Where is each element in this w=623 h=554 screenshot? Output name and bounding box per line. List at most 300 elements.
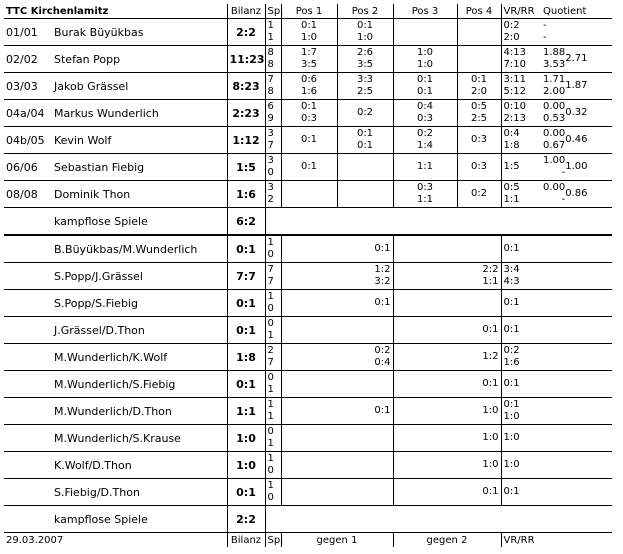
value-text: 1:0 bbox=[503, 432, 520, 443]
value-text: 1:8 bbox=[236, 350, 256, 364]
value-text: 0:1 bbox=[482, 486, 499, 497]
header-pos4 bbox=[457, 4, 501, 19]
doubles-gegen2 bbox=[393, 235, 501, 263]
player-pos4 bbox=[457, 19, 501, 46]
player-pos1 bbox=[281, 154, 337, 181]
value-text: 0:1 bbox=[300, 161, 318, 172]
value-text: 8:23 bbox=[232, 79, 260, 93]
value-text: M.Wunderlich/D.Thon bbox=[54, 404, 172, 418]
value-text: 8 bbox=[267, 86, 274, 97]
value-text: 1:0 bbox=[482, 405, 499, 416]
doubles-row bbox=[4, 452, 612, 479]
value-text: Pos 4 bbox=[465, 5, 493, 17]
value-text: VR/RR bbox=[503, 5, 535, 17]
player-pos3 bbox=[393, 181, 457, 208]
value-text: Sp. bbox=[267, 534, 284, 546]
value-text: 0:1 bbox=[236, 296, 256, 310]
value-text: 0.00 bbox=[543, 182, 566, 193]
doubles-gegen2 bbox=[393, 425, 501, 452]
value-text: 0:1 bbox=[236, 377, 256, 391]
empty bbox=[541, 317, 612, 344]
doubles-bilanz bbox=[227, 235, 265, 263]
player-pos2 bbox=[337, 100, 393, 127]
value-text: 1:0 bbox=[300, 32, 318, 43]
value-text: 1:5 bbox=[503, 161, 520, 172]
value-text: 0:1 bbox=[236, 242, 256, 256]
player-bilanz bbox=[227, 19, 265, 46]
doubles-bilanz bbox=[227, 452, 265, 479]
player-quotient bbox=[541, 73, 612, 100]
player-quotient bbox=[541, 127, 612, 154]
header-bilanz bbox=[227, 4, 265, 19]
empty bbox=[4, 479, 52, 506]
doubles-sp bbox=[265, 317, 281, 344]
value-text: 4:3 bbox=[503, 276, 520, 287]
value-text: M.Wunderlich/S.Krause bbox=[54, 431, 181, 445]
value-text: 0:1 bbox=[416, 74, 434, 85]
doubles-row bbox=[4, 290, 612, 317]
value-text: 7 bbox=[267, 276, 274, 287]
value-text: Sebastian Fiebig bbox=[54, 160, 145, 174]
value-text: 2:0 bbox=[470, 86, 488, 97]
doubles-vrrr bbox=[501, 452, 541, 479]
player-position bbox=[4, 154, 52, 181]
player-name bbox=[52, 127, 227, 154]
value-text: 0.67 bbox=[543, 140, 566, 151]
doubles-vrrr bbox=[501, 479, 541, 506]
doubles-vrrr bbox=[501, 398, 541, 425]
value-text: 08/08 bbox=[6, 187, 38, 201]
value-text: 0.32 bbox=[565, 107, 588, 118]
doubles-vrrr bbox=[501, 344, 541, 371]
value-text: 3:4 bbox=[503, 264, 520, 275]
player-pos2 bbox=[337, 73, 393, 100]
player-position bbox=[4, 127, 52, 154]
empty bbox=[541, 398, 612, 425]
value-text: 0:4 bbox=[503, 128, 520, 139]
value-text: 04a/04 bbox=[6, 106, 45, 120]
value-text: kampflose Spiele bbox=[54, 214, 148, 228]
value-text: 01/01 bbox=[6, 25, 38, 39]
value-text: 8 bbox=[267, 59, 274, 70]
value-text: 0:2 bbox=[416, 128, 434, 139]
doubles-sp bbox=[265, 371, 281, 398]
doubles-row bbox=[4, 344, 612, 371]
player-pos4 bbox=[457, 154, 501, 181]
player-row bbox=[4, 73, 612, 100]
doubles-sp bbox=[265, 263, 281, 290]
value-text: 04b/05 bbox=[6, 133, 45, 147]
player-position bbox=[4, 19, 52, 46]
player-name bbox=[52, 181, 227, 208]
value-text: 1:0 bbox=[236, 431, 256, 445]
value-text: 1:1 bbox=[482, 276, 499, 287]
player-name bbox=[52, 19, 227, 46]
value-text: 0 bbox=[267, 167, 274, 178]
doubles-gegen1 bbox=[281, 317, 393, 344]
player-sp bbox=[265, 46, 281, 73]
value-text: 1:12 bbox=[232, 133, 260, 147]
player-pos1 bbox=[281, 100, 337, 127]
doubles-vrrr bbox=[501, 263, 541, 290]
empty bbox=[541, 425, 612, 452]
value-text: 1:1 bbox=[416, 161, 434, 172]
value-text: 0.86 bbox=[565, 188, 588, 199]
value-text: 1.87 bbox=[565, 80, 588, 91]
player-position bbox=[4, 73, 52, 100]
value-text: 7 bbox=[267, 264, 274, 275]
doubles-vrrr bbox=[501, 317, 541, 344]
player-vrrr bbox=[501, 127, 541, 154]
header-pos2 bbox=[337, 4, 393, 19]
doubles-bilanz bbox=[227, 263, 265, 290]
value-text: 0:2 bbox=[356, 107, 374, 118]
value-text: 1.00 bbox=[565, 161, 588, 172]
value-text: 3.53 bbox=[543, 59, 566, 70]
value-text: 2:2 bbox=[236, 512, 256, 526]
value-text: 7:7 bbox=[236, 269, 256, 283]
doubles-gegen1 bbox=[281, 235, 393, 263]
value-text: 0:1 bbox=[503, 243, 520, 254]
empty bbox=[541, 479, 612, 506]
value-text: 0:1 bbox=[236, 323, 256, 337]
empty bbox=[265, 208, 612, 236]
player-pos3 bbox=[393, 46, 457, 73]
player-pos3 bbox=[393, 19, 457, 46]
value-text: Jakob Grässel bbox=[54, 79, 129, 93]
empty bbox=[541, 290, 612, 317]
value-text: 1:8 bbox=[503, 140, 520, 151]
doubles-gegen2 bbox=[393, 479, 501, 506]
value-text: 0 bbox=[267, 465, 274, 476]
player-row bbox=[4, 100, 612, 127]
empty bbox=[4, 452, 52, 479]
doubles-gegen1 bbox=[281, 425, 393, 452]
value-text: 2 bbox=[267, 194, 274, 205]
doubles-sp bbox=[265, 452, 281, 479]
doubles-gegen1 bbox=[281, 263, 393, 290]
value-text: 1:6 bbox=[236, 187, 256, 201]
doubles-name bbox=[52, 452, 227, 479]
value-text: 1 bbox=[267, 411, 274, 422]
value-text: - bbox=[543, 20, 547, 31]
value-text: 7 bbox=[267, 74, 274, 85]
player-vrrr bbox=[501, 19, 541, 46]
value-text: 0:1 bbox=[300, 134, 318, 145]
player-pos1 bbox=[281, 73, 337, 100]
player-pos4 bbox=[457, 127, 501, 154]
doubles-sp bbox=[265, 344, 281, 371]
value-text: - bbox=[543, 32, 547, 43]
player-pos1 bbox=[281, 181, 337, 208]
player-pos4 bbox=[457, 181, 501, 208]
value-text: Sp. bbox=[267, 5, 284, 17]
value-text: 6:2 bbox=[236, 214, 256, 228]
value-text: 0 bbox=[267, 426, 274, 437]
value-text: 0:1 bbox=[503, 486, 520, 497]
header-quotient bbox=[541, 4, 612, 19]
value-text: 1:0 bbox=[416, 47, 434, 58]
value-text: 02/02 bbox=[6, 52, 38, 66]
empty bbox=[4, 344, 52, 371]
value-text: 9 bbox=[267, 113, 274, 124]
value-text: 06/06 bbox=[6, 160, 38, 174]
value-text: 1:0 bbox=[416, 59, 434, 70]
value-text: 0:3 bbox=[470, 134, 488, 145]
value-text: 0:2 bbox=[374, 345, 391, 356]
empty bbox=[541, 452, 612, 479]
value-text: K.Wolf/D.Thon bbox=[54, 458, 132, 472]
header-pos1 bbox=[281, 4, 337, 19]
doubles-name bbox=[52, 398, 227, 425]
value-text: 1:7 bbox=[300, 47, 318, 58]
team-name: TTC Kirchenlamitz bbox=[6, 5, 109, 17]
kampflos-bilanz bbox=[227, 506, 265, 533]
doubles-bilanz bbox=[227, 479, 265, 506]
value-text: 3:2 bbox=[374, 276, 391, 287]
doubles-gegen1 bbox=[281, 479, 393, 506]
value-text: 1:1 bbox=[416, 194, 434, 205]
value-text: 0:1 bbox=[374, 405, 391, 416]
empty bbox=[4, 290, 52, 317]
value-text: 1:1 bbox=[236, 404, 256, 418]
value-text: 0:1 bbox=[374, 243, 391, 254]
player-bilanz bbox=[227, 154, 265, 181]
doubles-bilanz bbox=[227, 371, 265, 398]
value-text: 0:10 bbox=[503, 101, 526, 112]
footer-gegen1 bbox=[281, 533, 393, 548]
value-text: 0 bbox=[267, 303, 274, 314]
value-text: 0:3 bbox=[300, 113, 318, 124]
empty bbox=[541, 344, 612, 371]
value-text: 2:5 bbox=[356, 86, 374, 97]
value-text: 0:1 bbox=[416, 86, 434, 97]
doubles-vrrr bbox=[501, 371, 541, 398]
value-text: 2:5 bbox=[470, 113, 488, 124]
footer-bilanz bbox=[227, 533, 265, 548]
footer-vrrr bbox=[501, 533, 541, 548]
value-text: S.Popp/S.Fiebig bbox=[54, 296, 138, 310]
player-bilanz bbox=[227, 100, 265, 127]
value-text: - bbox=[561, 167, 566, 178]
player-pos2 bbox=[337, 19, 393, 46]
footer-date bbox=[4, 533, 227, 548]
value-text: Bilanz bbox=[230, 534, 262, 546]
player-vrrr bbox=[501, 181, 541, 208]
doubles-bilanz bbox=[227, 425, 265, 452]
value-text: M.Wunderlich/K.Wolf bbox=[54, 350, 168, 364]
value-text: 1:2 bbox=[482, 351, 499, 362]
value-text: 2 bbox=[267, 345, 274, 356]
value-text: Dominik Thon bbox=[54, 187, 131, 201]
value-text: 0:2 bbox=[503, 20, 520, 31]
value-text: 0:1 bbox=[300, 101, 318, 112]
empty bbox=[4, 235, 52, 263]
doubles-sp bbox=[265, 290, 281, 317]
footer-sp bbox=[265, 533, 284, 548]
value-text: 3:5 bbox=[300, 59, 318, 70]
player-pos1 bbox=[281, 46, 337, 73]
value-text: 3 bbox=[267, 182, 274, 193]
value-text: 0 bbox=[267, 318, 274, 329]
footer-row bbox=[4, 533, 612, 548]
player-quotient bbox=[541, 154, 612, 181]
doubles-row bbox=[4, 263, 612, 290]
value-text: gegen 1 bbox=[316, 534, 358, 546]
player-quotient bbox=[541, 19, 612, 46]
value-text: 0:4 bbox=[416, 101, 434, 112]
value-text: 1:5 bbox=[236, 160, 256, 174]
player-row bbox=[4, 19, 612, 46]
player-vrrr bbox=[501, 154, 541, 181]
value-text: 1:0 bbox=[482, 459, 499, 470]
player-pos3 bbox=[393, 154, 457, 181]
value-text: 0:2 bbox=[470, 188, 488, 199]
value-text: 1 bbox=[267, 399, 274, 410]
player-sp bbox=[265, 181, 281, 208]
value-text: 2:2 bbox=[482, 264, 499, 275]
player-pos2 bbox=[337, 181, 393, 208]
player-quotient bbox=[541, 46, 612, 73]
value-text: 1 bbox=[267, 453, 274, 464]
doubles-gegen2 bbox=[393, 398, 501, 425]
value-text: 0:3 bbox=[470, 161, 488, 172]
value-text: 3:5 bbox=[356, 59, 374, 70]
doubles-gegen2 bbox=[393, 263, 501, 290]
doubles-gegen1 bbox=[281, 290, 393, 317]
value-text: 1 bbox=[267, 291, 274, 302]
doubles-vrrr bbox=[501, 425, 541, 452]
value-text: 3:3 bbox=[356, 74, 374, 85]
value-text: 0.00 bbox=[543, 101, 566, 112]
empty bbox=[541, 263, 612, 290]
doubles-gegen2 bbox=[393, 317, 501, 344]
value-text: 0:1 bbox=[482, 324, 499, 335]
value-text: 0:1 bbox=[356, 140, 374, 151]
doubles-gegen2 bbox=[393, 290, 501, 317]
doubles-sp bbox=[265, 235, 281, 263]
value-text: 1.88 bbox=[543, 47, 566, 58]
value-text: 0:3 bbox=[416, 182, 434, 193]
value-text: J.Grässel/D.Thon bbox=[54, 323, 145, 337]
value-text: 1 bbox=[267, 480, 274, 491]
doubles-bilanz bbox=[227, 398, 265, 425]
value-text: 0:6 bbox=[300, 74, 318, 85]
value-text: 7 bbox=[267, 357, 274, 368]
value-text: B.Büyükbas/M.Wunderlich bbox=[54, 242, 198, 256]
empty bbox=[4, 208, 52, 236]
value-text: VR/RR bbox=[503, 534, 535, 546]
doubles-name bbox=[52, 344, 227, 371]
footer-gegen2 bbox=[393, 533, 501, 548]
value-text: 1.71 bbox=[543, 74, 566, 85]
value-text: Burak Büyükbas bbox=[54, 25, 144, 39]
doubles-sp bbox=[265, 425, 281, 452]
kampflos-bilanz bbox=[227, 208, 265, 236]
player-quotient bbox=[541, 181, 612, 208]
player-pos1 bbox=[281, 127, 337, 154]
doubles-name bbox=[52, 479, 227, 506]
doubles-gegen2 bbox=[393, 344, 501, 371]
value-text: Pos 2 bbox=[351, 5, 379, 17]
doubles-name bbox=[52, 425, 227, 452]
value-text: 11:23 bbox=[229, 52, 265, 66]
player-bilanz bbox=[227, 181, 265, 208]
player-row bbox=[4, 181, 612, 208]
header-row bbox=[4, 4, 612, 19]
value-text: 0 bbox=[267, 372, 274, 383]
player-pos4 bbox=[457, 46, 501, 73]
stats-table bbox=[4, 4, 612, 547]
value-text: 0:1 bbox=[470, 74, 488, 85]
player-bilanz bbox=[227, 46, 265, 73]
doubles-gegen1 bbox=[281, 398, 393, 425]
value-text: Quotient bbox=[543, 5, 587, 17]
value-text: Stefan Popp bbox=[54, 52, 121, 66]
empty bbox=[4, 425, 52, 452]
value-text: 1:0 bbox=[236, 458, 256, 472]
value-text: 8 bbox=[267, 47, 274, 58]
doubles-name bbox=[52, 290, 227, 317]
empty bbox=[4, 506, 52, 533]
value-text: 1:6 bbox=[300, 86, 318, 97]
value-text: 1:6 bbox=[503, 357, 520, 368]
value-text: 1:4 bbox=[416, 140, 434, 151]
header-sp bbox=[265, 4, 284, 19]
player-name bbox=[52, 46, 227, 73]
player-row bbox=[4, 127, 612, 154]
value-text: 1:0 bbox=[356, 32, 374, 43]
value-text: 2:13 bbox=[503, 113, 526, 124]
value-text: 1:2 bbox=[374, 264, 391, 275]
value-text: 0:1 bbox=[236, 485, 256, 499]
player-pos3 bbox=[393, 73, 457, 100]
player-position bbox=[4, 181, 52, 208]
doubles-vrrr bbox=[501, 290, 541, 317]
doubles-row bbox=[4, 425, 612, 452]
value-text: 0:1 bbox=[503, 378, 520, 389]
value-text: kampflose Spiele bbox=[54, 512, 148, 526]
player-pos3 bbox=[393, 100, 457, 127]
value-text: 2:6 bbox=[356, 47, 374, 58]
value-text: 5:12 bbox=[503, 86, 526, 97]
empty bbox=[4, 398, 52, 425]
value-text: 0:1 bbox=[482, 378, 499, 389]
doubles-row bbox=[4, 398, 612, 425]
value-text: Markus Wunderlich bbox=[54, 106, 159, 120]
value-text: 0:3 bbox=[416, 113, 434, 124]
empty bbox=[541, 533, 612, 548]
value-text: 1.00 bbox=[543, 155, 566, 166]
player-pos3 bbox=[393, 127, 457, 154]
value-text: 0.46 bbox=[565, 134, 588, 145]
player-bilanz bbox=[227, 73, 265, 100]
player-sp bbox=[265, 154, 281, 181]
doubles-name bbox=[52, 371, 227, 398]
value-text: 03/03 bbox=[6, 79, 38, 93]
player-pos4 bbox=[457, 100, 501, 127]
kampflos-row bbox=[4, 208, 612, 236]
doubles-vrrr bbox=[501, 235, 541, 263]
value-text: 7 bbox=[267, 140, 274, 151]
value-text: 0:1 bbox=[503, 399, 520, 410]
player-position bbox=[4, 46, 52, 73]
value-text: 1 bbox=[267, 384, 274, 395]
empty bbox=[4, 263, 52, 290]
doubles-name bbox=[52, 263, 227, 290]
value-text: 0 bbox=[267, 249, 274, 260]
empty bbox=[265, 506, 612, 533]
